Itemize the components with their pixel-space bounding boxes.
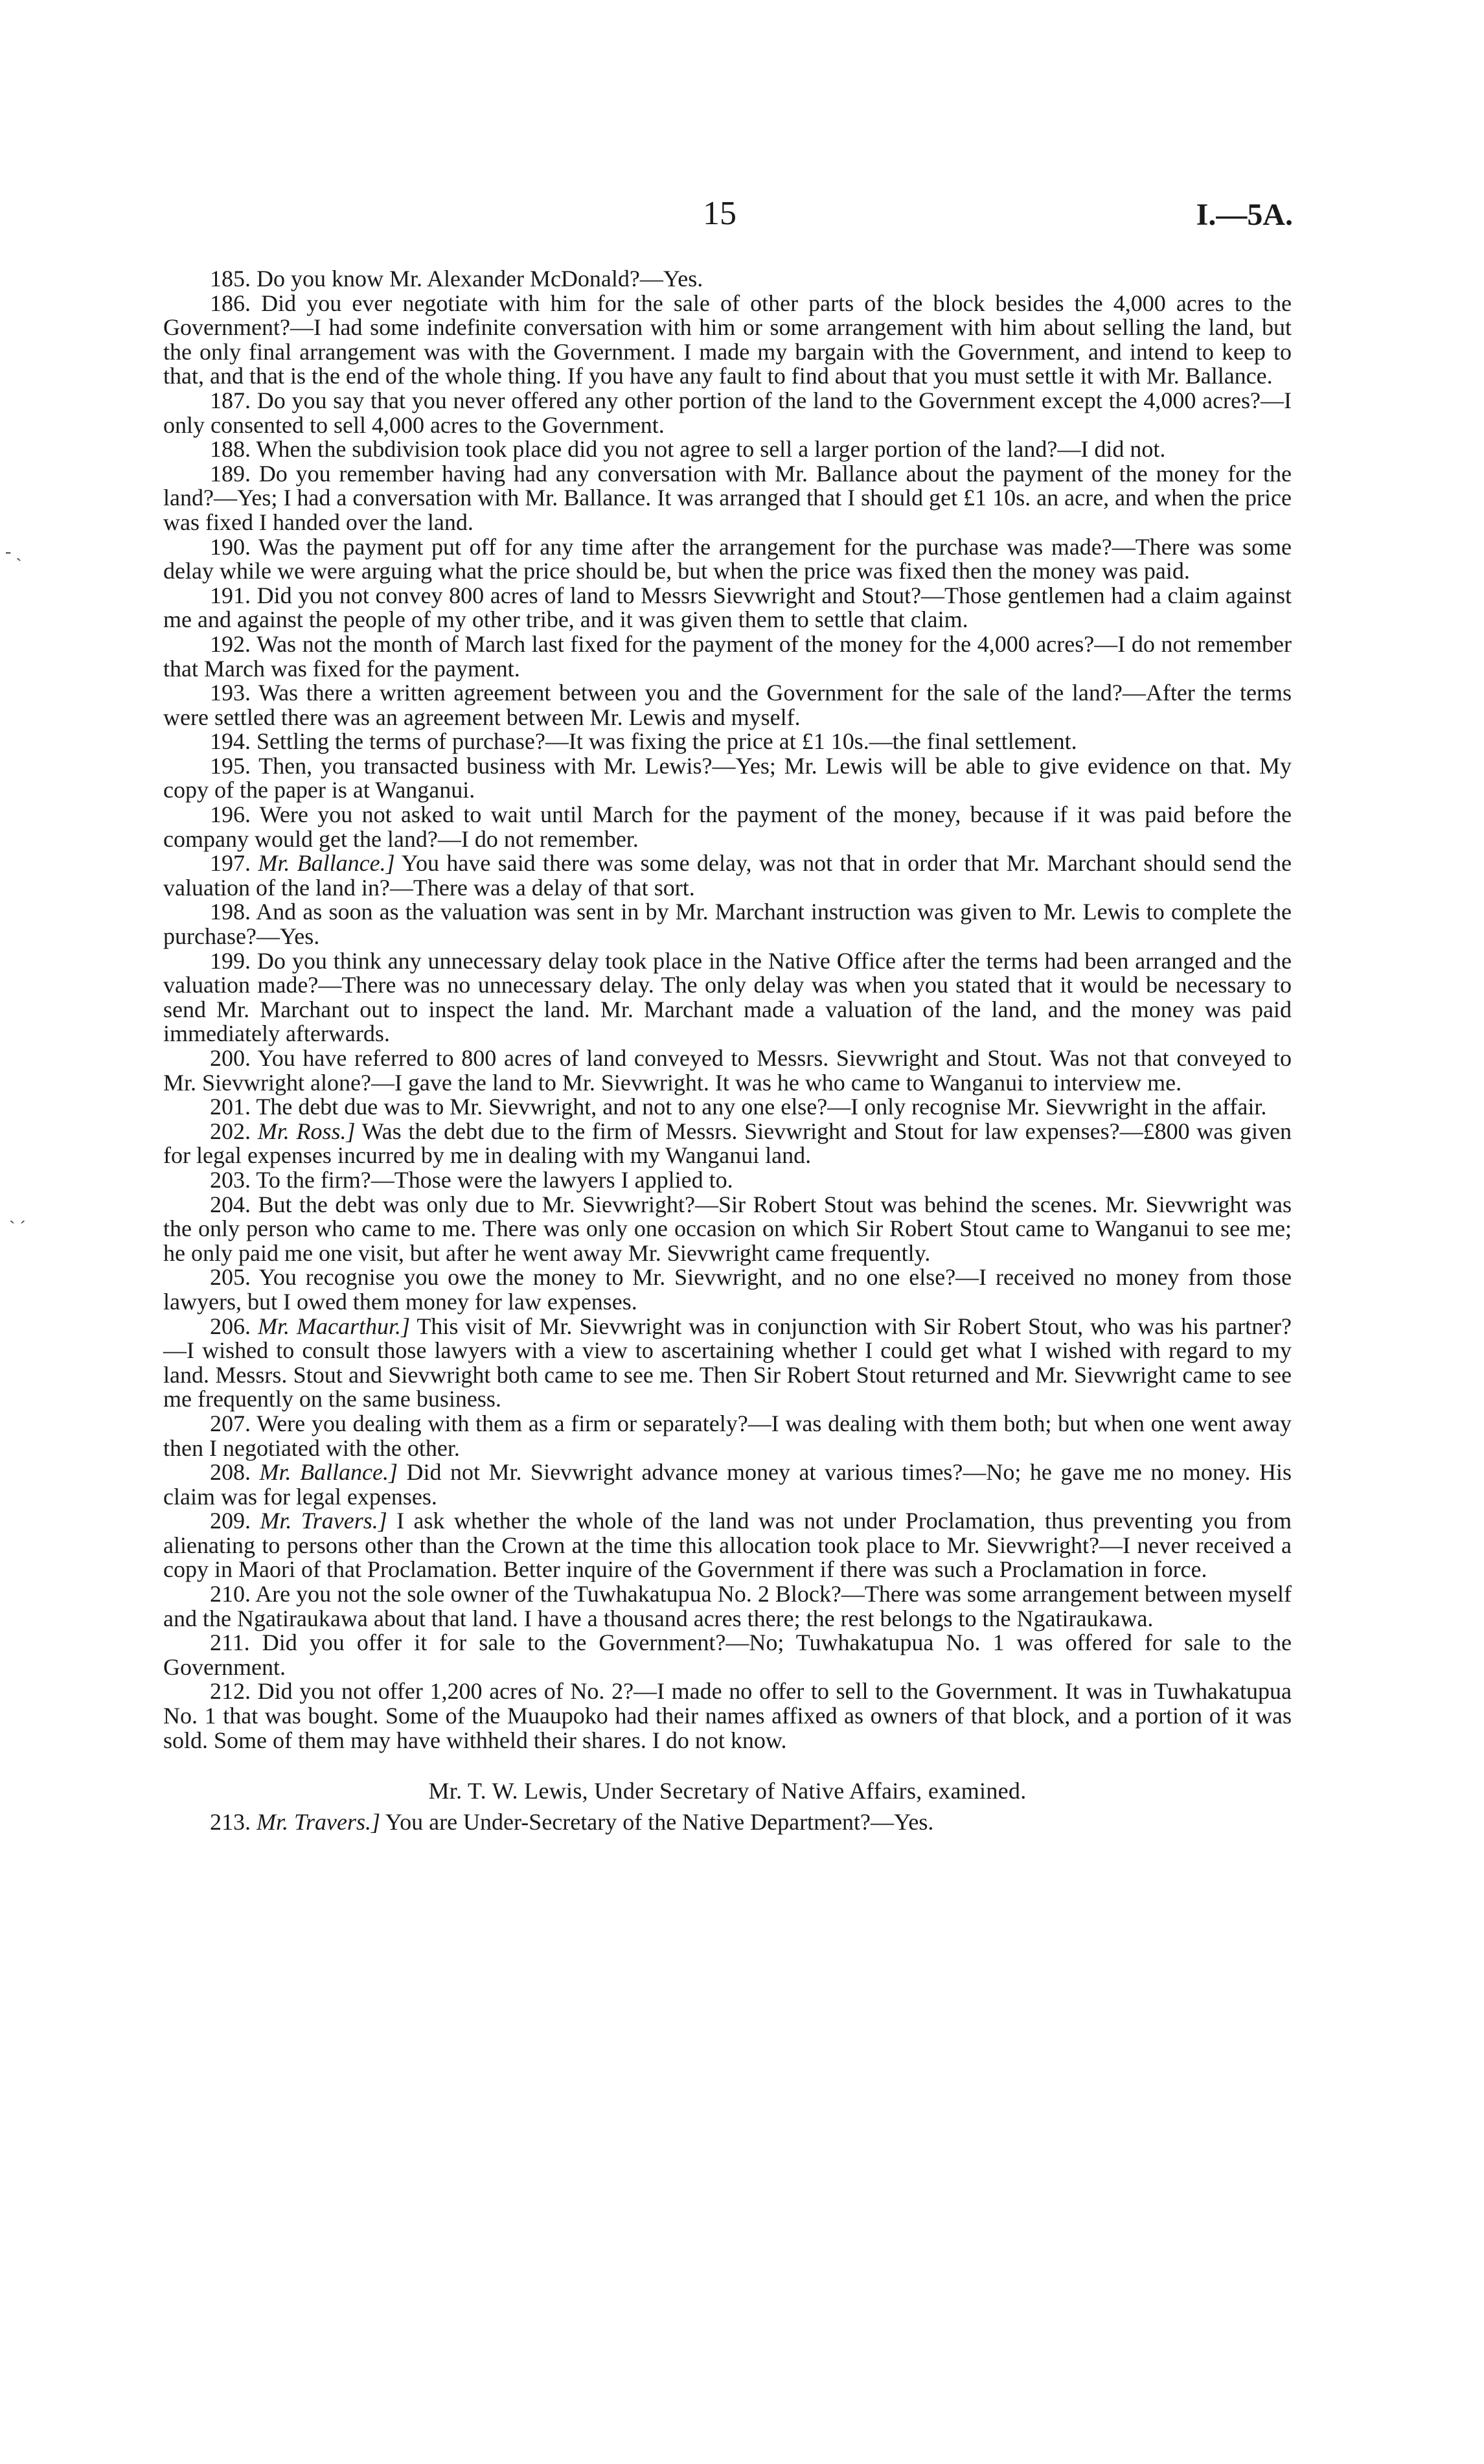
question-paragraph	[163, 1679, 1292, 1753]
question-text: You have referred to 800 acres of land conveyed to Messrs. Sievwright and Stout. Was not that conveyed to Mr. Sievwright alone?—I gave the land to Mr. Sievwright. It was he who came to Wanganui to interview me.	[163, 1045, 1292, 1096]
question-paragraph	[163, 803, 1292, 851]
question-text: Do you say that you never offered any other portion of the land to the Government except the 4,000 acres?—I only consented to sell 4,000 acres to the Government.	[163, 387, 1292, 438]
question-paragraph	[163, 1631, 1292, 1679]
question-number: 212.	[210, 1678, 251, 1705]
question-paragraph	[163, 1193, 1292, 1266]
question-text: Settling the terms of purchase?—It was fixing the price at £1 10s.—the final settlement.	[257, 728, 1077, 755]
question-paragraph	[163, 437, 1292, 462]
question-number: 205.	[210, 1264, 251, 1291]
speaker-label: Mr. Ballance.]	[259, 1459, 398, 1486]
question-paragraph	[163, 730, 1292, 754]
question-text: Then, you transacted business with Mr. Lewis?—Yes; Mr. Lewis will be able to give evidence on that. My copy of the paper is at Wanganui.	[163, 752, 1292, 803]
question-paragraph	[163, 1509, 1292, 1582]
question-text: But the debt was only due to Mr. Sievwright?—Sir Robert Stout was behind the scenes. Mr. Sievwright was the only person who came to me. There was only one occasion on which Sir Robert Stout came to Wanganui to see me; he only paid me one visit, but after he went away Mr. Sievwright came frequently.	[163, 1191, 1292, 1266]
question-number: 200.	[210, 1045, 251, 1071]
question-paragraph	[163, 292, 1292, 389]
question-paragraph	[163, 949, 1292, 1046]
question-number: 211.	[210, 1629, 250, 1656]
question-paragraph	[163, 1315, 1292, 1412]
question-number: 186.	[210, 290, 251, 316]
question-text: Did you offer it for sale to the Government?—No; Tuwhakatupua No. 1 was offered for sale to the Government.	[163, 1629, 1292, 1680]
speaker-label: Mr. Travers.]	[260, 1508, 387, 1534]
question-text: Was not the month of March last fixed for the payment of the money for the 4,000 acres?—I do not remember that March was fixed for the payment.	[163, 630, 1292, 682]
witness-heading: Mr. T. W. Lewis, Under Secretary of Native Affairs, examined.	[428, 1778, 1027, 1804]
question-paragraph	[163, 681, 1292, 730]
speaker-label: Mr. Macarthur.]	[258, 1313, 411, 1339]
question-paragraph	[163, 1265, 1292, 1314]
question-number: 196.	[210, 801, 251, 828]
speaker-label: Mr. Travers.]	[257, 1809, 381, 1836]
question-text: You have said there was some delay, was not that in order that Mr. Marchant should send the valuation of the land in?—There was a delay of that sort.	[163, 850, 1292, 901]
question-text: Was the payment put off for any time after the arrangement for the purchase was made?—There was some delay while we were arguing what the price should be, but when the price was fixed then the money was paid.	[163, 533, 1292, 584]
question-number: 193.	[210, 680, 251, 706]
question-text: Do you know Mr. Alexander McDonald?—Yes.	[257, 266, 703, 292]
question-number: 187.	[210, 387, 251, 413]
question-number: 189.	[210, 460, 251, 487]
question-text: The debt due was to Mr. Sievwright, and not to any one else?—I only recognise Mr. Sievwright in the affair.	[256, 1094, 1267, 1120]
question-number: 203.	[210, 1166, 251, 1193]
question-number: 194.	[210, 728, 251, 755]
question-number: 201.	[210, 1094, 251, 1120]
page-number: 15	[703, 195, 736, 232]
question-number: 209.	[210, 1508, 251, 1534]
margin-mark: ˋ ˊ	[9, 1218, 26, 1238]
question-text: I ask whether the whole of the land was not under Proclamation, thus preventing you from alienating to persons other than the Crown at the time this allocation took place to Mr. Sievwright?—I never received a copy in Maori of that Proclamation. Better inquire of the Government if there was such a Proclamation in force.	[163, 1508, 1292, 1583]
question-number: 199.	[210, 947, 251, 974]
question-number: 192.	[210, 630, 251, 657]
question-number: 191.	[210, 582, 251, 608]
question-text: This visit of Mr. Sievwright was in conjunction with Sir Robert Stout, who was his partner?—I wished to consult those lawyers with a view to ascertaining whether I could get what I wished with regard to my land. Messrs. Stout and Sievwright both came to see me. Then Sir Robert Stout returned and Mr. Sievwright came to see me frequently on the same business.	[163, 1313, 1292, 1412]
speaker-label: Mr. Ballance.]	[258, 850, 395, 877]
speaker-label: Mr. Ross.]	[257, 1118, 356, 1144]
question-paragraph	[163, 1582, 1292, 1631]
question-paragraph	[163, 1168, 1292, 1193]
question-text: To the firm?—Those were the lawyers I applied to.	[256, 1166, 733, 1193]
question-text: Did you not offer 1,200 acres of No. 2?—I made no offer to sell to the Government. It was in Tuwhakatupua No. 1 that was bought. Some of the Muaupoko had their names affixed as owners of that block, and a portion of it was sold. Some of them may have withheld their shares. I do not know.	[163, 1678, 1292, 1753]
question-text: Do you think any unnecessary delay took place in the Native Office after the terms had been arranged and the valuation made?—There was no unnecessary delay. The only delay was when you stated that it would be necessary to send Mr. Marchant out to inspect the land. Mr. Marchant made a valuation of the land, and the money was paid immediately afterwards.	[163, 947, 1292, 1047]
question-text: Did you not convey 800 acres of land to Messrs Sievwright and Stout?—Those gentlemen had a claim against me and against the people of my other tribe, and it was given them to settle that claim.	[163, 582, 1292, 633]
question-paragraph	[163, 1095, 1292, 1120]
question-number: 210.	[210, 1581, 251, 1607]
question-text: Did you ever negotiate with him for the sale of other parts of the block besides the 4,000 acres to the Government?—I had some indefinite conversation with him or some arrangement with him about selling the land, but the only final arrangement was with the Government. I made my bargain with the Government, and intend to keep to that, and that is the end of the whole thing. If you have any fault to find about that you must settle it with Mr. Ballance.	[163, 290, 1292, 389]
question-number: 208.	[210, 1459, 251, 1486]
margin-mark: ‑ ˏ	[5, 542, 22, 562]
question-paragraph	[163, 584, 1292, 632]
question-text: Are you not the sole owner of the Tuwhakatupua No. 2 Block?—There was some arrangement between myself and the Ngatiraukawa about that land. I have a thousand acres there; the rest belongs to the Ngatiraukawa.	[163, 1581, 1292, 1631]
question-number: 213.	[210, 1809, 251, 1836]
question-number: 204.	[210, 1191, 251, 1217]
question-text: You are Under-Secretary of the Native Department?—Yes.	[385, 1809, 934, 1836]
evidence-body	[163, 267, 1292, 1836]
question-number: 198.	[210, 899, 251, 925]
question-text: Were you dealing with them as a firm or separately?—I was dealing with them both; but when one went away then I negotiated with the other.	[163, 1410, 1292, 1461]
question-text: Do you remember having had any conversation with Mr. Ballance about the payment of the money for the land?—Yes; I had a conversation with Mr. Ballance. It was arranged that I should get £1 10s. an acre, and when the price was fixed I handed over the land.	[163, 460, 1292, 535]
question-paragraph	[163, 851, 1292, 900]
question-paragraph	[163, 632, 1292, 681]
question-paragraph	[163, 1808, 1292, 1836]
question-number: 185.	[210, 266, 251, 292]
question-number: 190.	[210, 533, 251, 560]
question-number: 197.	[210, 850, 251, 877]
question-paragraph	[163, 900, 1292, 949]
question-paragraph	[163, 389, 1292, 437]
question-text: Did not Mr. Sievwright advance money at various times?—No; he gave me no money. His claim was for legal expenses.	[163, 1459, 1292, 1510]
question-number: 206.	[210, 1313, 251, 1339]
question-paragraph	[163, 754, 1292, 803]
document-reference: I.—5A.	[1196, 198, 1293, 232]
question-number: 188.	[210, 436, 251, 463]
evidence-paragraphs	[163, 267, 1292, 1753]
question-text: You recognise you owe the money to Mr. Sievwright, and no one else?—I received no money from those lawyers, but I owed them money for law expenses.	[163, 1264, 1292, 1315]
question-text: And as soon as the valuation was sent in by Mr. Marchant instruction was given to Mr. Lewis to complete the purchase?—Yes.	[163, 899, 1292, 950]
question-paragraph	[163, 1046, 1292, 1095]
question-paragraph	[163, 1412, 1292, 1460]
question-number: 202.	[210, 1118, 251, 1144]
question-text: Were you not asked to wait until March for the payment of the money, because if it was paid before the company would get the land?—I do not remember.	[163, 801, 1292, 852]
question-number: 207.	[210, 1410, 251, 1436]
question-text: Was the debt due to the firm of Messrs. Sievwright and Stout for law expenses?—£800 was given for legal expenses incurred by me in dealing with my Wanganui land.	[163, 1118, 1292, 1169]
question-paragraph	[163, 1460, 1292, 1509]
question-paragraph	[163, 462, 1292, 535]
question-paragraph	[163, 267, 1292, 292]
question-number: 195.	[210, 752, 251, 779]
question-paragraph	[163, 535, 1292, 584]
question-text: When the subdivision took place did you not agree to sell a larger portion of the land?—I did not.	[256, 436, 1166, 463]
question-paragraph	[163, 1120, 1292, 1168]
question-text: Was there a written agreement between you and the Government for the sale of the land?—After the terms were settled there was an agreement between Mr. Lewis and myself.	[163, 680, 1292, 730]
